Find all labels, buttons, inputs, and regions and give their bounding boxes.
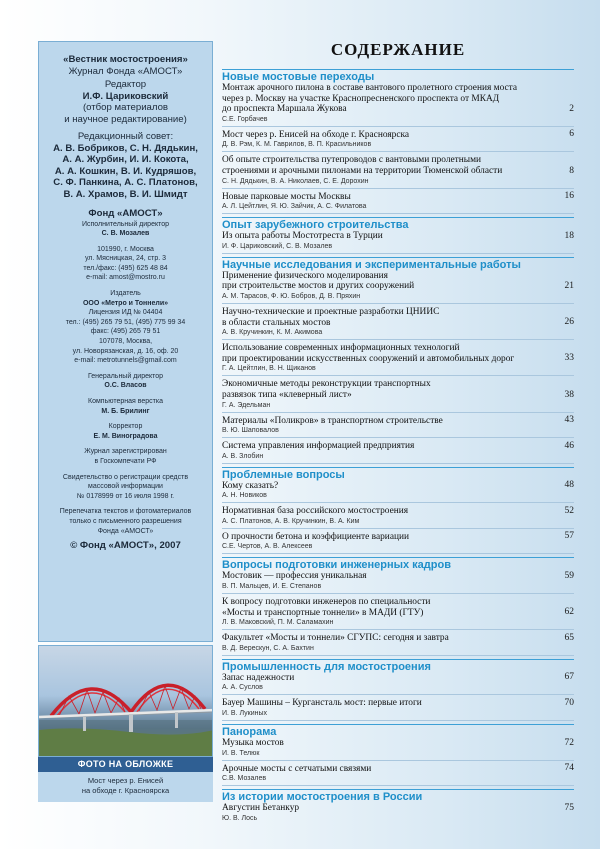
toc-entry-page: 26 <box>564 317 574 328</box>
toc-entry-title: К вопросу подготовки инженеров по специальности <box>222 597 431 608</box>
toc-entry-title: Кому сказать? <box>222 480 279 491</box>
toc-entry-page: 38 <box>564 389 574 400</box>
toc-entry-page: 2 <box>569 103 574 114</box>
caption-line: Мост через р. Енисей <box>87 776 164 785</box>
editor-note-1: (отбор материалов <box>82 102 169 113</box>
toc-entry-authors: В. П. Мальцев, И. Е. Степанов <box>222 583 322 591</box>
toc-entry[interactable] <box>222 441 574 464</box>
cover-photo <box>38 645 213 757</box>
toc-entry-authors: С.Е. Чертов, А. В. Алексеев <box>222 543 313 551</box>
gen-director-label: Генеральный директор <box>87 372 164 380</box>
council-line: А. А. Кошкин, В. И. Кудряшов, <box>54 165 197 177</box>
corrector-label: Корректор <box>108 423 143 431</box>
toc-entry-authors: С. Н. Дядькин, В. А. Николаев, С. Е. Дорохин <box>222 177 369 185</box>
fund-address-line: ул. Мясницкая, 24, стр. 3 <box>84 255 167 263</box>
publisher-contact: факс: (495) 265 79 51 <box>90 328 161 336</box>
toc-section-heading: Новые мостовые переходы <box>222 69 574 83</box>
toc-entry-authors: А. Л. Цейтлин, Я. Ю. Зайчик, А. С. Филатова <box>222 203 367 211</box>
toc-entry[interactable] <box>222 738 574 761</box>
toc-entry-page: 57 <box>564 531 574 542</box>
toc-entry-title: через р. Москву на участке Краснопресненского проспекта от МКАД <box>222 93 500 104</box>
toc-entry[interactable] <box>222 379 574 412</box>
toc-section-heading: Опыт зарубежного строительства <box>222 217 574 231</box>
toc-entry-page: 8 <box>569 165 574 176</box>
toc-entry-authors: И. Ф. Цариковский, С. В. Мозалев <box>222 242 333 250</box>
publisher-contact: ул. Новорязанская, д. 16, оф. 20 <box>72 347 179 355</box>
toc-entry-title: Из опыта работы Мостотреста в Турции <box>222 231 383 242</box>
cover-photo-caption <box>38 772 213 802</box>
journal-title: «Вестник мостостроения» <box>63 54 188 65</box>
fund-director-label: Исполнительный директор <box>81 220 170 228</box>
toc-entry-authors: А. М. Тарасов, Ф. Ю. Бобров, Д. В. Пряхин <box>222 292 361 300</box>
toc-entry-page: 18 <box>564 230 574 241</box>
toc-section-heading: Научные исследования и экспериментальные работы <box>222 257 574 271</box>
publisher-license: Лицензия ИД № 04404 <box>88 309 163 317</box>
toc-entry-page: 16 <box>564 191 574 202</box>
toc-entry-authors: И. В. Телюк <box>222 749 260 757</box>
toc-entry-authors: А. А. Суслов <box>222 684 263 692</box>
toc-entry-page: 59 <box>564 571 574 582</box>
toc-entry-authors: И. В. Лукиных <box>222 710 268 718</box>
toc-entry-title: О прочности бетона и коэффициенте вариации <box>222 531 410 542</box>
fund-name: Фонд «АМОСТ» <box>88 208 163 219</box>
toc-entry-title: Применение физического моделирования <box>222 270 388 281</box>
toc-entry-title: Факультет «Мосты и тоннели» СГУПС: сегодня и завтра <box>222 633 449 644</box>
toc-entry-authors: С.В. Мозалев <box>222 775 267 783</box>
certificate-line: Свидетельство о регистрации средств <box>62 473 189 481</box>
council-label: Редакционный совет: <box>77 131 174 142</box>
toc-section-heading: Проблемные вопросы <box>222 467 574 481</box>
toc-entry-authors: Д. В. Рэм, К. М. Гаврилов, В. П. Красильников <box>222 141 372 149</box>
toc-entry[interactable] <box>222 192 574 215</box>
toc-entry[interactable] <box>222 481 574 504</box>
copyright: © Фонд «АМОСТ», 2007 <box>70 540 181 552</box>
toc-entry-title: Нормативная база российского мостостроения <box>222 506 409 517</box>
toc-entry[interactable] <box>222 698 574 721</box>
masthead-panel <box>38 41 213 642</box>
toc-entry-page: 67 <box>564 672 574 683</box>
council-line: А. В. Бобриков, С. Н. Дядькин, <box>53 142 198 154</box>
fund-address-line: тел./факс: (495) 625 48 84 <box>83 264 168 272</box>
publisher-name: ООО «Метро и Тоннели» <box>82 299 169 307</box>
toc-entry-title: при проектировании искусственных сооружений и автомобильных дорог <box>222 353 515 364</box>
toc-entry-title: Использование современных информационных технологий <box>222 343 460 354</box>
toc-entry[interactable] <box>222 673 574 696</box>
toc-entry-title: Мост через р. Енисей на обходе г. Красноярска <box>222 129 410 140</box>
toc-entry-page: 52 <box>564 505 574 516</box>
council-line: А. А. Журбин, И. И. Кокота, <box>62 154 189 165</box>
toc-entry[interactable] <box>222 83 574 127</box>
toc-entry[interactable] <box>222 764 574 787</box>
toc-entry-page: 33 <box>564 353 574 364</box>
toc-entry-authors: В. Д. Верескун, С. А. Бахтин <box>222 644 314 652</box>
toc-entry-title: до проспекта Маршала Жукова <box>222 104 347 115</box>
toc-entry-page: 70 <box>564 698 574 709</box>
toc-title: СОДЕРЖАНИЕ <box>330 40 466 59</box>
layout-label: Компьютерная верстка <box>88 398 163 405</box>
publisher-email: e-mail: metrotunnels@gmail.com <box>74 357 177 365</box>
toc-entry-title: Новые парковые мосты Москвы <box>222 191 351 202</box>
publisher-contact: тел.: (495) 265 79 51, (495) 775 99 34 <box>65 318 186 326</box>
reprint-line: только с письменного разрешения <box>69 517 182 525</box>
publisher-label: Издатель <box>110 290 141 298</box>
toc-entry-title: Арочные мосты с сетчатыми связями <box>222 763 372 774</box>
certificate-line: № 0178999 от 16 июля 1998 г. <box>76 492 175 500</box>
fund-director: С. В. Мозалев <box>101 230 150 238</box>
toc-entry-title: Монтаж арочного пилона в составе вантового пролетного строения моста <box>222 83 518 93</box>
toc-entry-page: 46 <box>564 440 574 451</box>
toc-entry-title: Система управления информацией предприятия <box>222 441 415 452</box>
toc-entry-authors: А. В. Кручинкин, К. М. Акимова <box>222 329 323 337</box>
registration-line: Журнал зарегистрирован <box>84 448 167 456</box>
fund-email: e-mail: amost@mostro.ru <box>86 274 165 282</box>
toc-entry-title: развязок типа «клеверный лист» <box>222 389 352 400</box>
toc-entry-authors: Л. В. Маковский, П. М. Саламахин <box>222 619 334 627</box>
editor-note-2: и научное редактирование) <box>64 113 187 125</box>
toc-entry-title: Августин Бетанкур <box>222 803 300 814</box>
toc-entry[interactable] <box>222 155 574 188</box>
toc-entry-authors: В. Ю. Шаповалов <box>222 427 279 435</box>
table-of-contents <box>222 69 574 828</box>
toc-entry[interactable] <box>222 506 574 529</box>
certificate-line: массовой информации <box>88 483 163 491</box>
toc-entry-title: Запас надежности <box>222 672 295 683</box>
caption-line: на обходе г. Красноярска <box>81 786 170 795</box>
registration-line: в Госкомпечати РФ <box>94 457 157 465</box>
toc-entry-title: Экономичные методы реконструкции транспортных <box>222 379 431 390</box>
toc-entry-page: 21 <box>564 280 574 291</box>
reprint-line: Перепечатка текстов и фотоматериалов <box>59 508 192 516</box>
toc-entry[interactable] <box>222 271 574 304</box>
toc-entry[interactable] <box>222 597 574 630</box>
toc-section-heading: Вопросы подготовки инженерных кадров <box>222 557 574 571</box>
toc-entry-title: Музыка мостов <box>222 738 284 749</box>
toc-entry[interactable] <box>222 532 574 555</box>
toc-entry-page: 65 <box>564 632 574 643</box>
toc-entry-authors: Г. А. Эдельман <box>222 401 271 409</box>
toc-entry-page: 43 <box>564 415 574 426</box>
toc-entry-title: «Мосты и транспортные тоннели» в МАДИ (ГТУ) <box>222 607 424 618</box>
toc-entry-title: Бауер Машины – Кургансталь мост: первые итоги <box>222 698 422 709</box>
editor-label: Редактор <box>104 79 147 90</box>
toc-entry-title: Научно-технические и проектные разработки ЦНИИС <box>222 306 440 317</box>
toc-entry[interactable] <box>222 633 574 656</box>
toc-entry-title: в области стальных мостов <box>222 317 331 328</box>
publisher-contact: 107078, Москва, <box>98 338 153 346</box>
toc-entry-page: 6 <box>569 129 574 140</box>
council-line: С. Ф. Панкина, А. С. Платонов, <box>53 177 198 188</box>
bridge-illustration <box>39 646 213 757</box>
toc-entry-authors: Ю. В. Лось <box>222 814 258 822</box>
toc-entry[interactable] <box>222 416 574 439</box>
journal-subtitle: Журнал Фонда «АМОСТ» <box>68 65 183 77</box>
editor-name: И.Ф. Цариковский <box>82 90 169 102</box>
toc-section-heading: Панорама <box>222 724 574 738</box>
council-line: В. А. Храмов, В. И. Шмидт <box>63 188 188 200</box>
reprint-line: Фонда «АМОСТ» <box>97 527 154 535</box>
toc-section-heading: Промышленность для мостостроения <box>222 659 574 673</box>
toc-entry-page: 62 <box>564 607 574 618</box>
cover-photo-label: ФОТО НА ОБЛОЖКЕ <box>38 757 213 772</box>
toc-entry[interactable] <box>222 130 574 153</box>
toc-entry-authors: А. Н. Новиков <box>222 492 267 500</box>
toc-entry-title: Материалы «Поликров» в транспортном строительстве <box>222 415 443 426</box>
toc-entry-page: 48 <box>564 480 574 491</box>
toc-section-heading: Из истории мостостроения в России <box>222 789 574 803</box>
corrector-name: Е. М. Виноградова <box>93 432 158 440</box>
layout-name: М. Б. Брилинг <box>101 407 150 415</box>
toc-entry-authors: А. В. Злобин <box>222 452 264 460</box>
toc-entry-title: при строительстве мостов и других сооружений <box>222 281 415 292</box>
toc-entry-title: строениями и арочными пилонами на территории Тюменской области <box>222 165 503 176</box>
toc-entry[interactable] <box>222 571 574 594</box>
toc-entry-authors: Г. А. Цейтлин, В. Н. Щиканов <box>222 365 316 373</box>
toc-entry-authors: А. С. Платонов, А. В. Кручинкин, В. А. Ким <box>222 517 360 525</box>
toc-entry-authors: С.Е. Горбачев <box>222 115 268 123</box>
toc-entry-title: Об опыте строительства путепроводов с вантовыми пролетными <box>222 155 482 166</box>
fund-address-line: 101990, г. Москва <box>97 245 154 253</box>
toc-entry[interactable] <box>222 803 574 825</box>
toc-entry[interactable] <box>222 307 574 340</box>
toc-entry[interactable] <box>222 231 574 254</box>
toc-entry-page: 72 <box>564 737 574 748</box>
toc-entry-title: Мостовик — профессия уникальная <box>222 571 367 582</box>
toc-entry-page: 75 <box>564 802 574 813</box>
toc-entry[interactable] <box>222 343 574 376</box>
toc-entry-page: 74 <box>564 763 574 774</box>
gen-director: О.С. Власов <box>104 382 147 390</box>
